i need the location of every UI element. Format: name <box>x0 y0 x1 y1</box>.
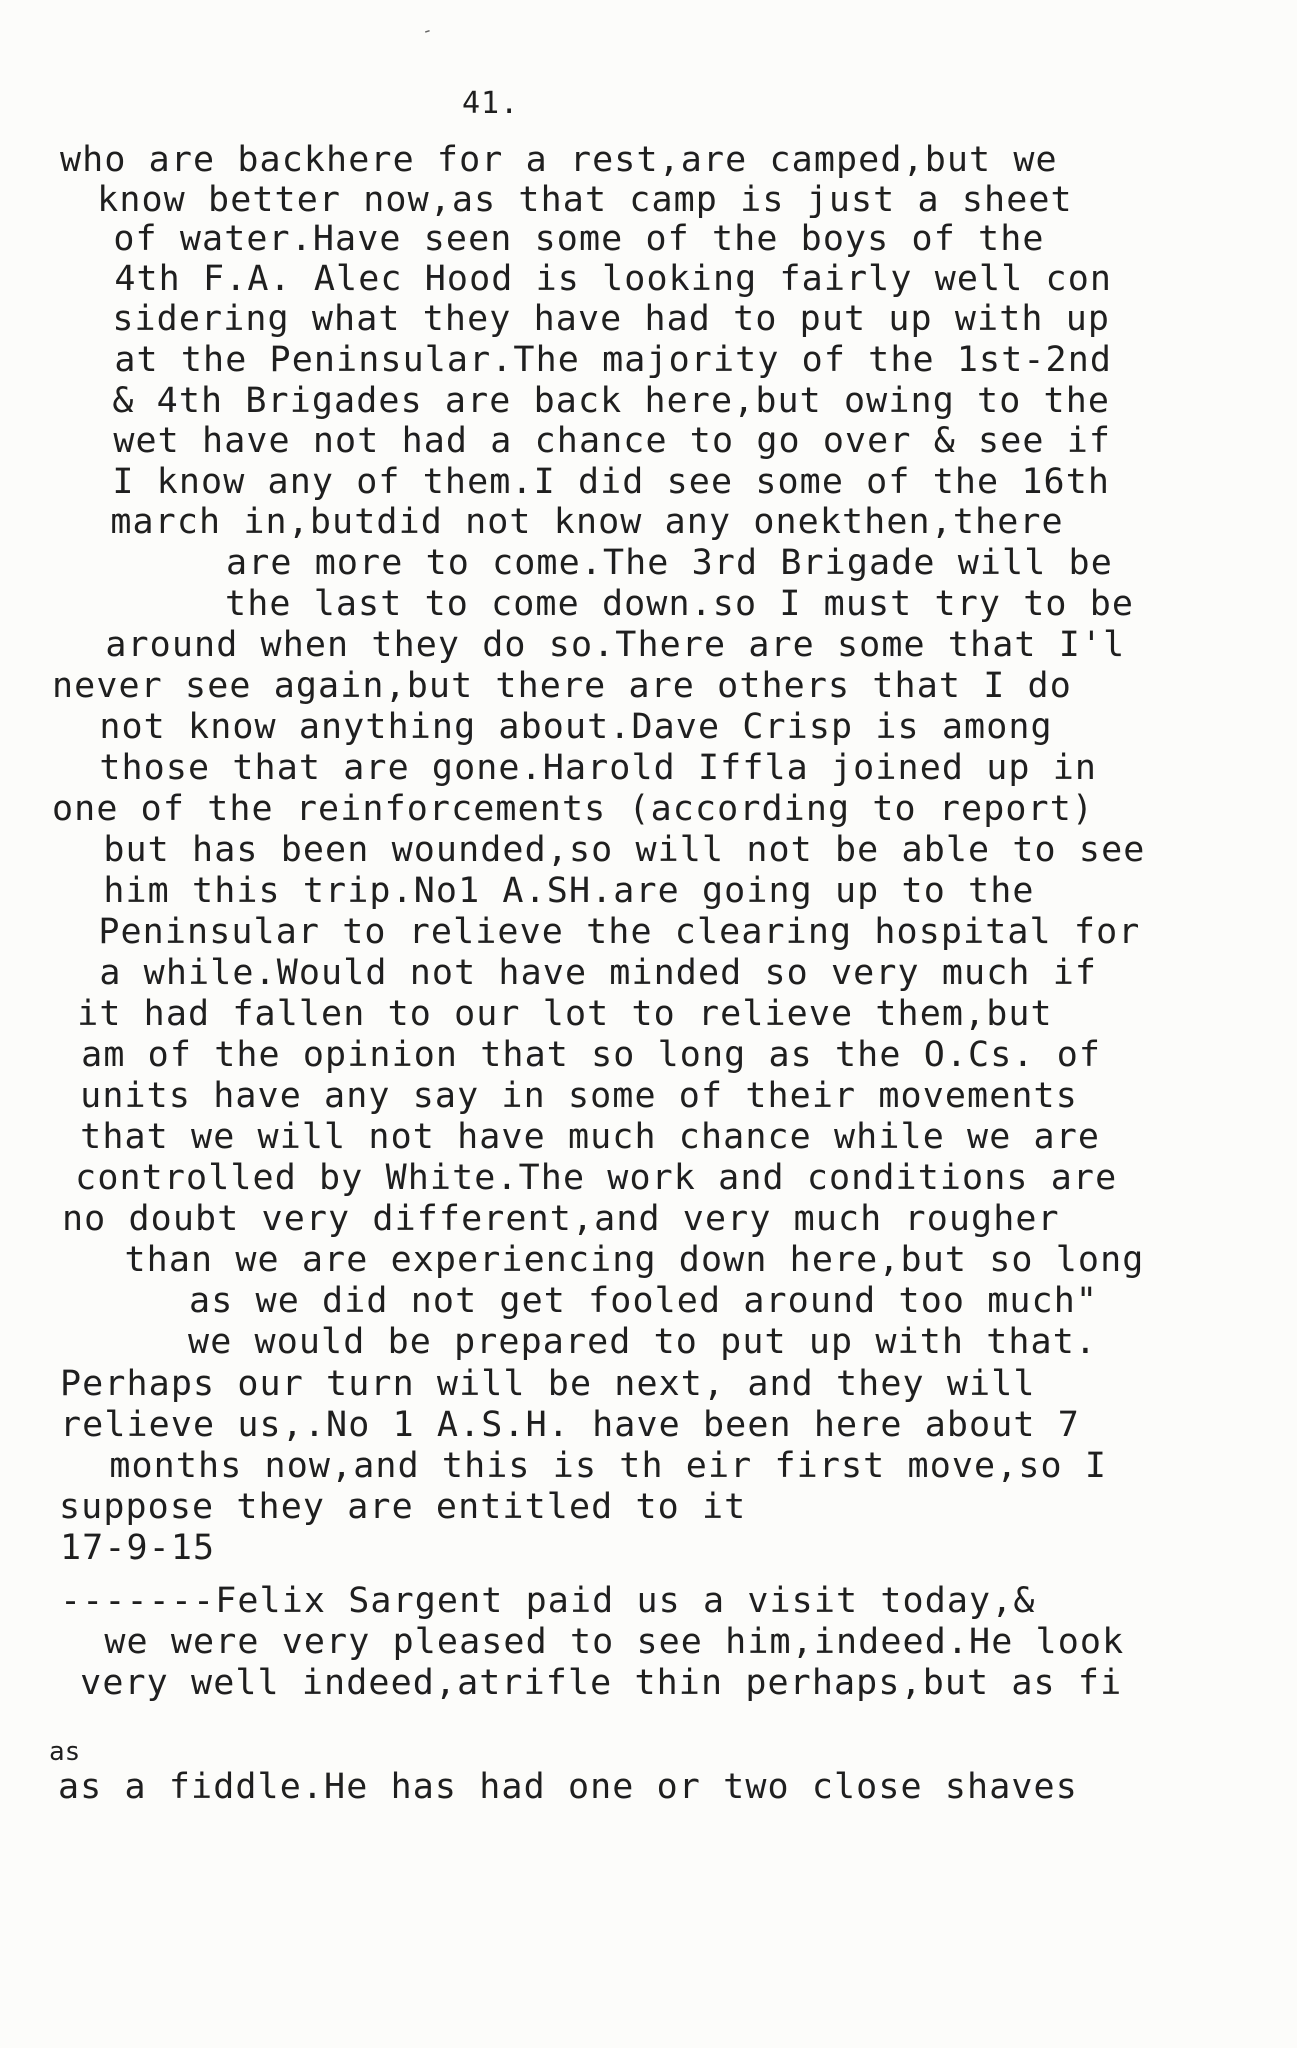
text-line: a while.Would not have minded so very much if <box>55 953 1098 993</box>
text-line: as we did not get fooled around too much" <box>56 1281 1099 1321</box>
text-line: units have any say in some of their movements <box>58 1076 1078 1116</box>
text-line: at the Peninsular.The majority of the 1st-2nd <box>70 340 1113 380</box>
text-line: but has been wounded,so will not be able to see <box>59 830 1146 870</box>
text-line: Peninsular to relieve the clearing hospital for <box>54 912 1141 952</box>
text-line: relieve us,.No 1 A.S.H. have been here about 7 <box>60 1405 1080 1445</box>
text-line: months now,and this is th eir first move,so I <box>65 1446 1108 1486</box>
text-line: controlled by White.The work and conditions are <box>53 1158 1118 1198</box>
text-line: suppose they are entitled to it <box>59 1487 747 1527</box>
text-line: that we will not have much chance while we are <box>58 1117 1101 1157</box>
text-line: we would be prepared to put up with that. <box>55 1322 1098 1362</box>
text-line: no doubt very different,and very much rougher <box>62 1199 1060 1239</box>
text-line: of water.Have seen some of the boys of the <box>69 219 1045 259</box>
text-line: the last to come down.so I must try to be <box>92 584 1135 624</box>
text-line: I know any of them.I did see some of the 16th <box>68 462 1111 502</box>
text-line: am of the opinion that so long as the O.Cs. of <box>59 1035 1102 1075</box>
text-line: we were very pleased to see him,indeed.He look <box>60 1622 1125 1662</box>
text-line: are more to come.The 3rd Brigade will be <box>93 543 1113 583</box>
text-line: sidering what they have had to put up with up <box>68 299 1111 339</box>
text-line: those that are gone.Harold Iffla joined up in <box>55 748 1098 788</box>
text-line: never see again,but there are others that I do <box>52 666 1072 706</box>
text-line: not know anything about.Dave Crisp is among <box>55 707 1053 747</box>
text-line: -------Felix Sargent paid us a visit today,& <box>60 1581 1036 1621</box>
text-line: it had fallen to our lot to relieve them,but <box>55 994 1053 1034</box>
top-pen-mark: - <box>418 19 436 43</box>
text-line: than we are experiencing down here,but so long <box>58 1240 1145 1280</box>
text-line: who are backhere for a rest,are camped,but we <box>60 140 1058 180</box>
text-line: march in,butdid not know any onekthen,there <box>66 502 1064 542</box>
text-line: around when they do so.There are some that I'l <box>61 625 1126 665</box>
text-line: & 4th Brigades are back here,but owing to the <box>68 381 1111 421</box>
date-line: 17-9-15 <box>60 1528 216 1568</box>
text-line: 4th F.A. Alec Hood is looking fairly well con <box>70 259 1113 299</box>
page-number: 41. <box>462 86 520 121</box>
last-line: as a fiddle.He has had one or two close shaves <box>58 1767 1078 1807</box>
text-line: him this trip.No1 A.SH.are going up to the <box>59 871 1035 911</box>
inserted-word: as <box>49 1737 81 1767</box>
text-line: very well indeed,atrifle thin perhaps,but as fi <box>58 1663 1123 1703</box>
text-line: wet have not had a chance to go over & see if <box>69 421 1112 461</box>
text-line: one of the reinforcements (according to report) <box>52 789 1095 829</box>
text-line: know better now,as that camp is just a sheet <box>75 180 1073 220</box>
text-line: Perhaps our turn will be next, and they will <box>60 1364 1036 1404</box>
